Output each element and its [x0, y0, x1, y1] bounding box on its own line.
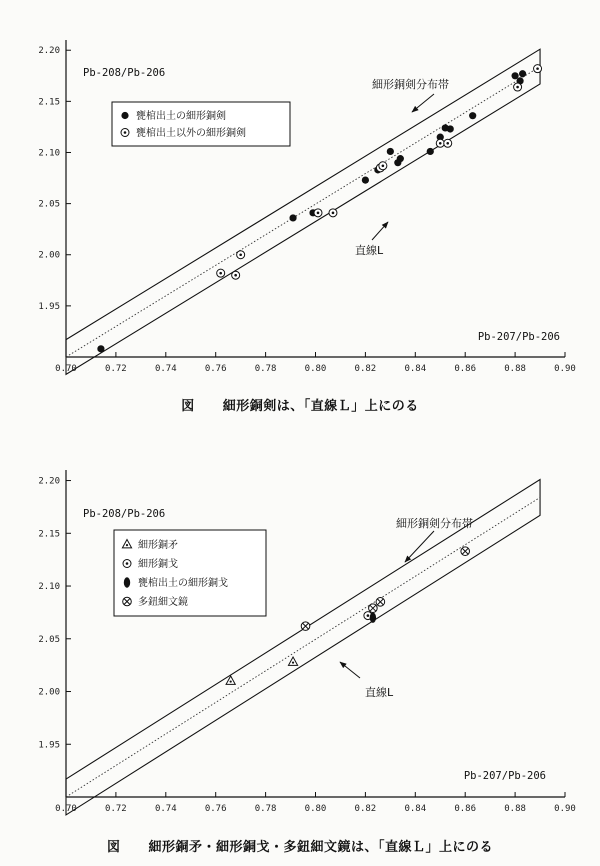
x-tick-label: 0.70: [55, 364, 77, 374]
y-tick-label: 1.95: [38, 740, 60, 751]
data-point: [329, 209, 337, 217]
y-tick-label: 2.20: [38, 476, 60, 487]
data-point: [301, 622, 310, 631]
data-point-center-dot: [446, 142, 449, 145]
data-point-center-dot: [239, 253, 242, 256]
data-point-center-dot: [382, 164, 385, 167]
figure-caption-2: [0, 836, 600, 855]
legend: [112, 102, 290, 146]
legend-item-label: 多鈕細文鏡: [138, 597, 188, 608]
x-tick-label: 0.74: [154, 804, 177, 814]
legend-box: [112, 102, 290, 146]
legend: [114, 530, 266, 616]
data-point: [427, 148, 434, 155]
y-tick-label: 1.95: [38, 301, 60, 312]
data-point: [519, 70, 526, 77]
data-point-center-dot: [516, 86, 519, 89]
line-L-label: 直線L: [365, 686, 394, 699]
data-point-filled-circle: [447, 125, 454, 132]
data-point-center-dot: [317, 212, 320, 215]
figure-label: 図: [106, 840, 121, 855]
data-point: [369, 604, 378, 613]
data-point: [97, 345, 104, 352]
line-L-arrow: [372, 222, 388, 240]
data-point: [288, 657, 297, 665]
x-axis-title: Pb-207/Pb-206: [463, 770, 546, 782]
data-point: [514, 83, 522, 91]
caption-text: 細形銅矛・細形銅戈・多鈕細文鏡は、「直線Ｌ」上にのる: [148, 840, 494, 855]
data-point-center-dot: [126, 562, 129, 565]
figure-caption-1: [0, 395, 600, 414]
data-point: [370, 612, 376, 622]
data-point-center-dot: [367, 614, 370, 617]
x-tick-label: 0.84: [404, 804, 427, 814]
data-point-filled-circle: [121, 112, 128, 119]
data-point: [376, 598, 385, 607]
data-point: [232, 271, 240, 279]
data-point-triangle: [288, 657, 297, 665]
data-point-filled-ellipse: [124, 577, 130, 587]
x-tick-label: 0.88: [504, 364, 526, 374]
legend-item-label: 甕棺出土以外の細形銅剣: [136, 128, 246, 139]
x-axis-title: Pb-207/Pb-206: [477, 331, 560, 343]
y-tick-label: 2.05: [38, 634, 60, 645]
x-tick-label: 0.86: [454, 364, 477, 374]
data-point-center-dot: [439, 142, 442, 145]
data-point: [362, 176, 369, 183]
x-tick-label: 0.78: [254, 364, 277, 374]
y-tick-label: 2.05: [38, 199, 60, 210]
y-tick-label: 2.10: [38, 582, 60, 593]
data-point: [237, 251, 245, 259]
data-point: [436, 139, 444, 147]
y-tick-label: 2.20: [38, 46, 60, 57]
x-tick-label: 0.90: [554, 804, 576, 814]
caption-text: 細形銅剣は、「直線Ｌ」上にのる: [222, 399, 419, 414]
x-tick-label: 0.80: [304, 364, 327, 374]
data-point-filled-circle: [387, 148, 394, 155]
legend-item-label: 細形銅戈: [138, 559, 178, 570]
legend-item-label: 細形銅矛: [138, 540, 178, 551]
x-tick-label: 0.82: [354, 364, 377, 374]
data-point-filled-circle: [519, 70, 526, 77]
legend-item: [124, 576, 228, 589]
data-point-filled-circle: [289, 214, 296, 221]
data-point-center-dot: [230, 680, 232, 682]
data-point: [387, 148, 394, 155]
x-tick-label: 0.86: [454, 804, 477, 814]
data-point: [394, 159, 401, 166]
legend-item-label: 甕棺出土の細形銅剣: [136, 111, 226, 122]
data-point-center-dot: [332, 212, 335, 215]
data-point-filled-circle: [362, 176, 369, 183]
x-tick-label: 0.82: [354, 804, 377, 814]
x-tick-label: 0.74: [154, 364, 177, 374]
y-axis-title: Pb-208/Pb-206: [83, 508, 166, 520]
legend-item: [121, 126, 246, 139]
legend-item-label: 甕棺出土の細形銅戈: [138, 578, 228, 589]
data-point-filled-circle: [394, 159, 401, 166]
band-label: 細形銅剣分布帯: [372, 78, 449, 91]
data-point: [444, 139, 452, 147]
data-point-center-dot: [234, 274, 237, 277]
data-point: [469, 112, 476, 119]
data-point-filled-circle: [97, 345, 104, 352]
figure-label: 図: [181, 399, 195, 414]
band-label: 細形銅剣分布帯: [396, 517, 473, 530]
data-point: [534, 65, 542, 73]
x-tick-label: 0.84: [404, 364, 427, 374]
data-point: [379, 162, 387, 170]
data-point: [447, 125, 454, 132]
y-axis-title: Pb-208/Pb-206: [83, 67, 166, 79]
band-label-arrow: [412, 94, 434, 112]
y-tick-label: 2.15: [38, 97, 60, 108]
x-tick-label: 0.88: [504, 804, 526, 814]
x-tick-label: 0.78: [254, 804, 277, 814]
band-label-arrow: [405, 531, 434, 562]
line-L-label: 直線L: [355, 244, 384, 257]
data-point-center-dot: [536, 67, 539, 70]
lead-isotope-chart-swords: [0, 0, 600, 390]
legend-box: [114, 530, 266, 616]
y-tick-label: 2.15: [38, 529, 60, 540]
data-point: [289, 214, 296, 221]
x-tick-label: 0.70: [55, 804, 77, 814]
data-point-center-dot: [292, 661, 294, 663]
y-tick-label: 2.00: [38, 687, 60, 698]
legend-item: [121, 109, 226, 122]
y-tick-label: 2.00: [38, 250, 60, 261]
lead-isotope-chart-spears-halberds-mirrors: [0, 430, 600, 830]
x-tick-label: 0.80: [304, 804, 327, 814]
data-point-center-dot: [124, 131, 127, 134]
data-point: [314, 209, 322, 217]
data-point-filled-circle: [427, 148, 434, 155]
x-tick-label: 0.72: [105, 364, 127, 374]
x-tick-label: 0.72: [105, 804, 127, 814]
x-tick-label: 0.76: [204, 364, 227, 374]
x-tick-label: 0.76: [204, 804, 227, 814]
data-point-filled-ellipse: [370, 612, 376, 622]
data-point: [461, 547, 470, 556]
line-L-arrow: [340, 662, 360, 678]
data-point: [217, 269, 225, 277]
y-tick-label: 2.10: [38, 148, 60, 159]
x-tick-label: 0.90: [554, 364, 576, 374]
data-point-center-dot: [219, 272, 222, 275]
data-point-center-dot: [126, 544, 128, 546]
data-point-filled-circle: [469, 112, 476, 119]
